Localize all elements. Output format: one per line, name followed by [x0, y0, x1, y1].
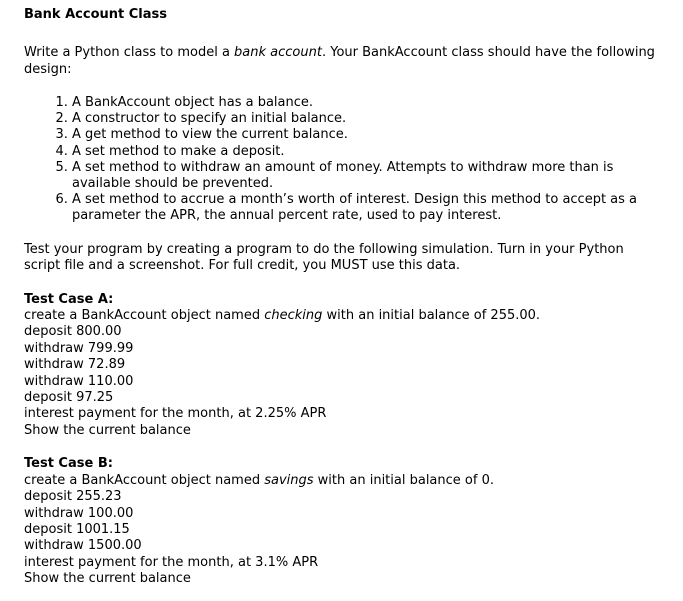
test-step: withdraw 72.89: [24, 357, 126, 373]
test-step: interest payment for the month, at 2.25% APR: [24, 406, 327, 422]
create-text-before: create a BankAccount object named: [24, 308, 265, 324]
test-step: interest payment for the month, at 3.1% APR: [24, 554, 319, 570]
test-step: deposit 255.23: [24, 489, 122, 505]
intro-emphasis: bank account: [234, 45, 322, 60]
test-case-b-create: [24, 473, 664, 489]
test-step: Show the current balance: [24, 571, 191, 587]
requirement-item: 5. A set method to withdraw an amount of money. Attempts to withdraw more than is available should be prevented.: [72, 160, 664, 192]
test-case-a: [24, 292, 664, 440]
test-step: withdraw 799.99: [24, 340, 134, 356]
test-case-a-title: Test Case A:: [24, 291, 114, 307]
intro-text-before: Write a Python class to model a: [24, 45, 235, 60]
requirements-list: [24, 95, 664, 225]
test-case-a-create: [24, 308, 664, 324]
create-text-after: with an initial balance of 0.: [313, 472, 494, 488]
test-step: withdraw 110.00: [24, 373, 134, 389]
test-step: deposit 1001.15: [24, 521, 130, 537]
account-name: savings: [264, 472, 314, 488]
page-title: Bank Account Class: [24, 7, 168, 22]
test-case-b: [24, 456, 664, 587]
test-step: withdraw 1500.00: [24, 538, 142, 554]
requirement-item: 3. A get method to view the current balance.: [72, 127, 664, 143]
test-instructions: Test your program by creating a program to do the following simulation. Turn in your Python script file and a screenshot. For full credit, you MUST use this data.: [24, 241, 624, 274]
requirement-item: 4. A set method to make a deposit.: [72, 144, 664, 160]
intro-text-after: . Your BankAccount class should have the following design:: [24, 45, 655, 77]
test-step: deposit 97.25: [24, 390, 114, 406]
requirement-item: 2. A constructor to specify an initial balance.: [72, 111, 664, 127]
intro-paragraph: [24, 45, 664, 78]
test-step: deposit 800.00: [24, 324, 122, 340]
assignment-document: [24, 7, 664, 588]
create-text-after: with an initial balance of 255.00.: [322, 308, 541, 324]
requirement-item: 1. A BankAccount object has a balance.: [72, 95, 664, 111]
test-step: withdraw 100.00: [24, 505, 134, 521]
create-text-before: create a BankAccount object named: [24, 472, 265, 488]
requirement-item: 6. A set method to accrue a month’s worth of interest. Design this method to accept as a parameter the APR, the annual percent rate, used to pay interest.: [72, 192, 664, 224]
test-case-b-title: Test Case B:: [24, 456, 113, 472]
test-step: Show the current balance: [24, 422, 191, 438]
account-name: checking: [264, 308, 323, 324]
